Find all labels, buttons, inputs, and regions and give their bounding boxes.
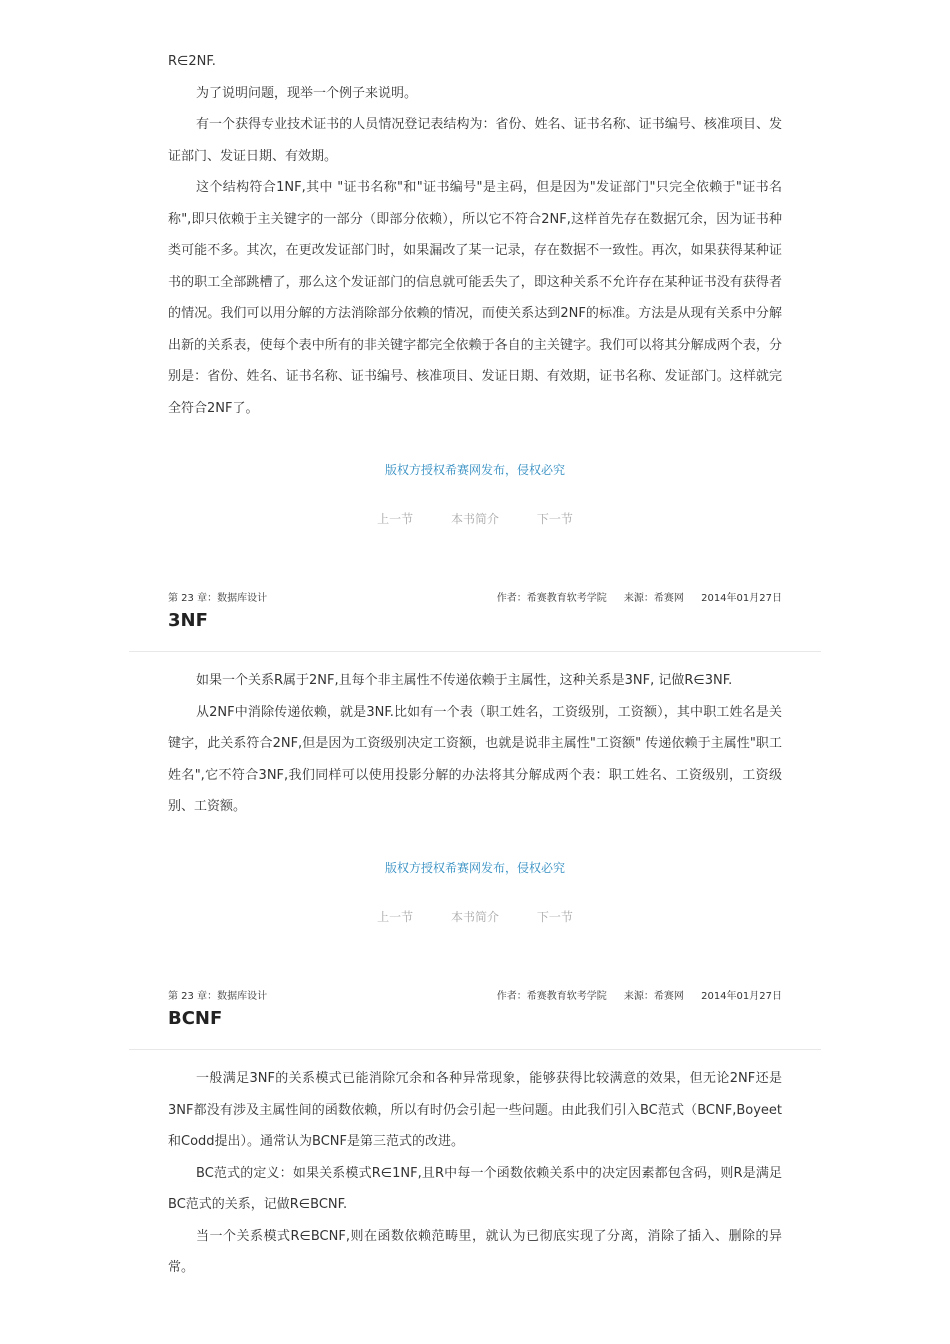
- next-section-link[interactable]: 下一节: [536, 512, 573, 526]
- chapter-label: 第 23 章：数据库设计: [168, 593, 268, 604]
- paragraph: 一般满足3NF的关系模式已能消除冗余和各种异常现象，能够获得比较满意的效果，但无论2NF还是3NF都没有涉及主属性间的函数依赖，所以有时仍会引起一些问题。由此我们引入BC范式（BCNF,Boyeet和Codd提出）。通常认为BCNF是第三范式的改进。: [168, 1071, 782, 1149]
- prev-section-link[interactable]: 上一节: [377, 910, 414, 924]
- next-section-link[interactable]: 下一节: [536, 910, 573, 924]
- section-bcnf-body: [168, 1063, 782, 1284]
- paragraph: BC范式的定义：如果关系模式R∈1NF,且R中每一个函数依赖关系中的决定因素都包含码，则R是满足BC范式的关系，记做R∈BCNF.: [168, 1165, 782, 1212]
- publish-date: 2014年01月27日: [701, 991, 782, 1002]
- paragraph: 为了说明问题，现举一个例子来说明。: [196, 85, 418, 101]
- section-title: 3NF: [168, 610, 208, 631]
- divider: [129, 651, 821, 652]
- article-info: [483, 589, 782, 604]
- paragraph: R∈2NF.: [168, 54, 216, 69]
- divider: [129, 1049, 821, 1050]
- paragraph: 从2NF中消除传递依赖，就是3NF.比如有一个表（职工姓名，工资级别，工资额），其中职工姓名是关键字，此关系符合2NF,但是因为工资级别决定工资额，也就是说非主属性"工资额" 传递依赖于主属性"职工姓名",它不符合3NF,我们同样可以使用投影分解的办法将其分解成两个表：职工姓名、工资级别，工资级别、工资额。: [168, 704, 782, 814]
- book-intro-link[interactable]: 本书简介: [450, 512, 499, 526]
- book-intro-link[interactable]: 本书简介: [450, 910, 499, 924]
- prev-section-link[interactable]: 上一节: [377, 512, 414, 526]
- chapter-label: 第 23 章：数据库设计: [168, 991, 268, 1002]
- copyright-notice: 版权方授权希赛网发布，侵权必究: [384, 861, 565, 875]
- paragraph: 这个结构符合1NF,其中 "证书名称"和"证书编号"是主码，但是因为"发证部门"只完全依赖于"证书名称",即只依赖于主关键字的一部分（即部分依赖），所以它不符合2NF,这样首先存在数据冗余，因为证书种类可能不多。其次，在更改发证部门时，如果漏改了某一记录，存在数据不一致性。再次，如果获得某种证书的职工全部跳槽了，那么这个发证部门的信息就可能丢失了，即这种关系不允许存在某种证书没有获得者的情况。我们可以用分解的方法消除部分依赖的情况，而使关系达到2NF的标准。方法是从现有关系中分解出新的关系表，使每个表中所有的非关键字都完全依赖于各自的主关键字。我们可以将其分解成两个表，分别是：省份、姓名、证书名称、证书编号、核准项目、发证日期、有效期，证书名称、发证部门。这样就完全符合2NF了。: [168, 180, 782, 416]
- paragraph: 如果一个关系R属于2NF,且每个非主属性不传递依赖于主属性，这种关系是3NF, 记做R∈3NF.: [196, 673, 733, 688]
- paragraph: 有一个获得专业技术证书的人员情况登记表结构为：省份、姓名、证书名称、证书编号、核准项目、发证部门、发证日期、有效期。: [168, 117, 782, 164]
- copyright-notice: 版权方授权希赛网发布，侵权必究: [384, 463, 565, 477]
- section-3nf-body: [168, 665, 782, 823]
- author: 作者：希赛教育软考学院: [496, 593, 607, 604]
- section-nav: [0, 908, 950, 925]
- source: 来源：希赛网: [623, 991, 684, 1002]
- paragraph: 当一个关系模式R∈BCNF,则在函数依赖范畴里，就认为已彻底实现了分离，消除了插入、删除的异常。: [168, 1228, 782, 1275]
- source: 来源：希赛网: [623, 593, 684, 604]
- section-nav: [0, 510, 950, 527]
- section-title: BCNF: [168, 1008, 223, 1029]
- author: 作者：希赛教育软考学院: [496, 991, 607, 1002]
- publish-date: 2014年01月27日: [701, 593, 782, 604]
- section-2nf-body: [168, 46, 782, 424]
- article-info: [483, 987, 782, 1002]
